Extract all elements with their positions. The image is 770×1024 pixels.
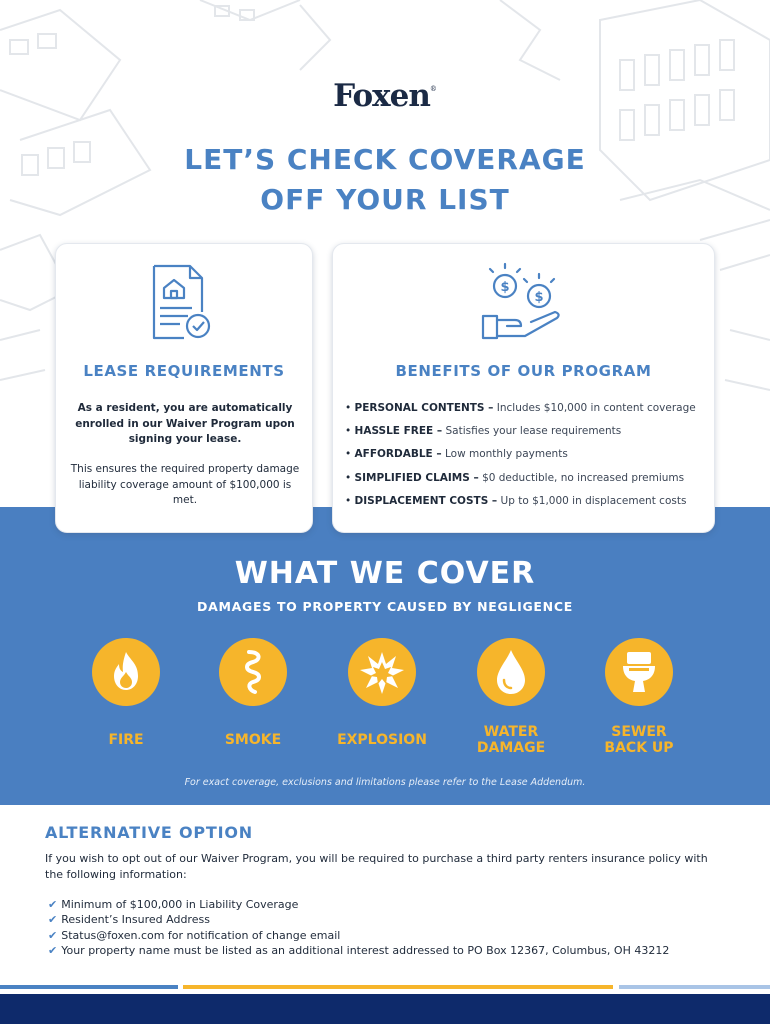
page-headline [0, 140, 770, 220]
sewer-back-up-label-line-2: BACK UP [604, 740, 674, 756]
lease-document-icon [150, 264, 218, 344]
benefit-desc: $0 deductible, no increased premiums [482, 471, 685, 484]
svg-text:$: $ [500, 280, 510, 295]
water-damage-label-line-1: WATER [483, 724, 539, 740]
benefit-item: • AFFORDABLE – Low monthly payments [345, 448, 568, 461]
smoke-label: SMOKE [224, 732, 282, 748]
list-item [48, 944, 669, 959]
fire-icon [92, 638, 160, 706]
checkmark-icon: ✔ [48, 943, 58, 957]
benefit-item: • SIMPLIFIED CLAIMS – $0 deductible, no increased premiums [345, 471, 685, 484]
explosion-icon [348, 638, 416, 706]
what-we-cover-subtitle: DAMAGES TO PROPERTY CAUSED BY NEGLIGENCE [197, 599, 573, 614]
fire-label: FIRE [108, 732, 144, 748]
checkmark-icon: ✔ [48, 928, 58, 942]
toilet-icon [605, 638, 673, 706]
benefit-desc: Includes $10,000 in content coverage [496, 402, 696, 414]
what-we-cover-title: WHAT WE COVER [234, 556, 536, 591]
benefit-term: DISPLACEMENT COSTS – [354, 494, 498, 507]
footer-stripe-yellow [183, 985, 613, 989]
benefits-title: BENEFITS OF OUR PROGRAM [395, 362, 652, 380]
benefit-desc: Satisfies your lease requirements [445, 425, 622, 438]
list-item [48, 929, 669, 944]
water-damage-label [451, 724, 571, 756]
benefits-card [332, 243, 715, 533]
water-drop-icon [477, 638, 545, 706]
lease-requirements-title: LEASE REQUIREMENTS [83, 362, 285, 380]
footer-stripe-blue [0, 985, 178, 989]
benefit-term: PERSONAL CONTENTS – [354, 402, 494, 414]
alternative-option-title: ALTERNATIVE OPTION [45, 823, 253, 842]
benefit-item: • DISPLACEMENT COSTS – Up to $1,000 in displacement costs [345, 494, 687, 507]
lease-enrollment-text: As a resident, you are automatically enrolled in our Waiver Program upon signing your lease. [75, 402, 295, 445]
benefits-list [345, 402, 696, 518]
alternative-requirements-list [48, 898, 669, 959]
checkmark-icon: ✔ [48, 898, 58, 911]
benefit-term: HASSLE FREE – [354, 425, 443, 438]
benefit-desc: Up to $1,000 in displacement costs [500, 494, 687, 507]
lease-requirements-card [55, 243, 313, 533]
sewer-back-up-label [579, 724, 699, 756]
lease-coverage-text: This ensures the required property damage liability coverage amount of $100,000 is met. [70, 463, 300, 506]
money-hand-icon [481, 260, 569, 344]
list-item-text: Your property name must be listed as an additional interest addressed to PO Box 12367, Columbus, OH 43212 [61, 943, 670, 957]
water-damage-label-line-2: DAMAGE [476, 740, 546, 756]
benefit-item: • PERSONAL CONTENTS – Includes $10,000 in content coverage [345, 402, 696, 414]
benefit-term: SIMPLIFIED CLAIMS – [354, 471, 479, 484]
list-item [48, 898, 669, 913]
coverage-disclaimer: For exact coverage, exclusions and limitations please refer to the Lease Addendum. [184, 777, 586, 788]
list-item [48, 913, 669, 928]
logo-wordmark: Foxen [333, 78, 430, 114]
benefit-desc: Low monthly payments [444, 448, 568, 461]
sewer-back-up-label-line-1: SEWER [611, 724, 667, 740]
list-item-text: Status@foxen.com for notification of change email [61, 928, 341, 942]
footer-stripe-light-blue [619, 985, 770, 989]
headline-line-1: LET’S CHECK COVERAGE [184, 143, 586, 176]
registered-mark: ® [429, 84, 437, 93]
smoke-icon [219, 638, 287, 706]
svg-text:$: $ [534, 290, 544, 305]
list-item-text: Minimum of $100,000 in Liability Coverage [61, 898, 299, 911]
list-item-text: Resident’s Insured Address [61, 913, 210, 927]
alternative-option-intro: If you wish to opt out of our Waiver Program, you will be required to purchase a third party renters insurance policy with the following information: [45, 852, 708, 881]
checkmark-icon: ✔ [48, 913, 58, 927]
headline-line-2: OFF YOUR LIST [260, 183, 510, 216]
benefit-item: • HASSLE FREE – Satisfies your lease requirements [345, 425, 622, 438]
explosion-label: EXPLOSION [337, 732, 427, 748]
foxen-logo [0, 78, 770, 114]
footer-bar [0, 994, 770, 1024]
benefit-term: AFFORDABLE – [354, 448, 442, 461]
